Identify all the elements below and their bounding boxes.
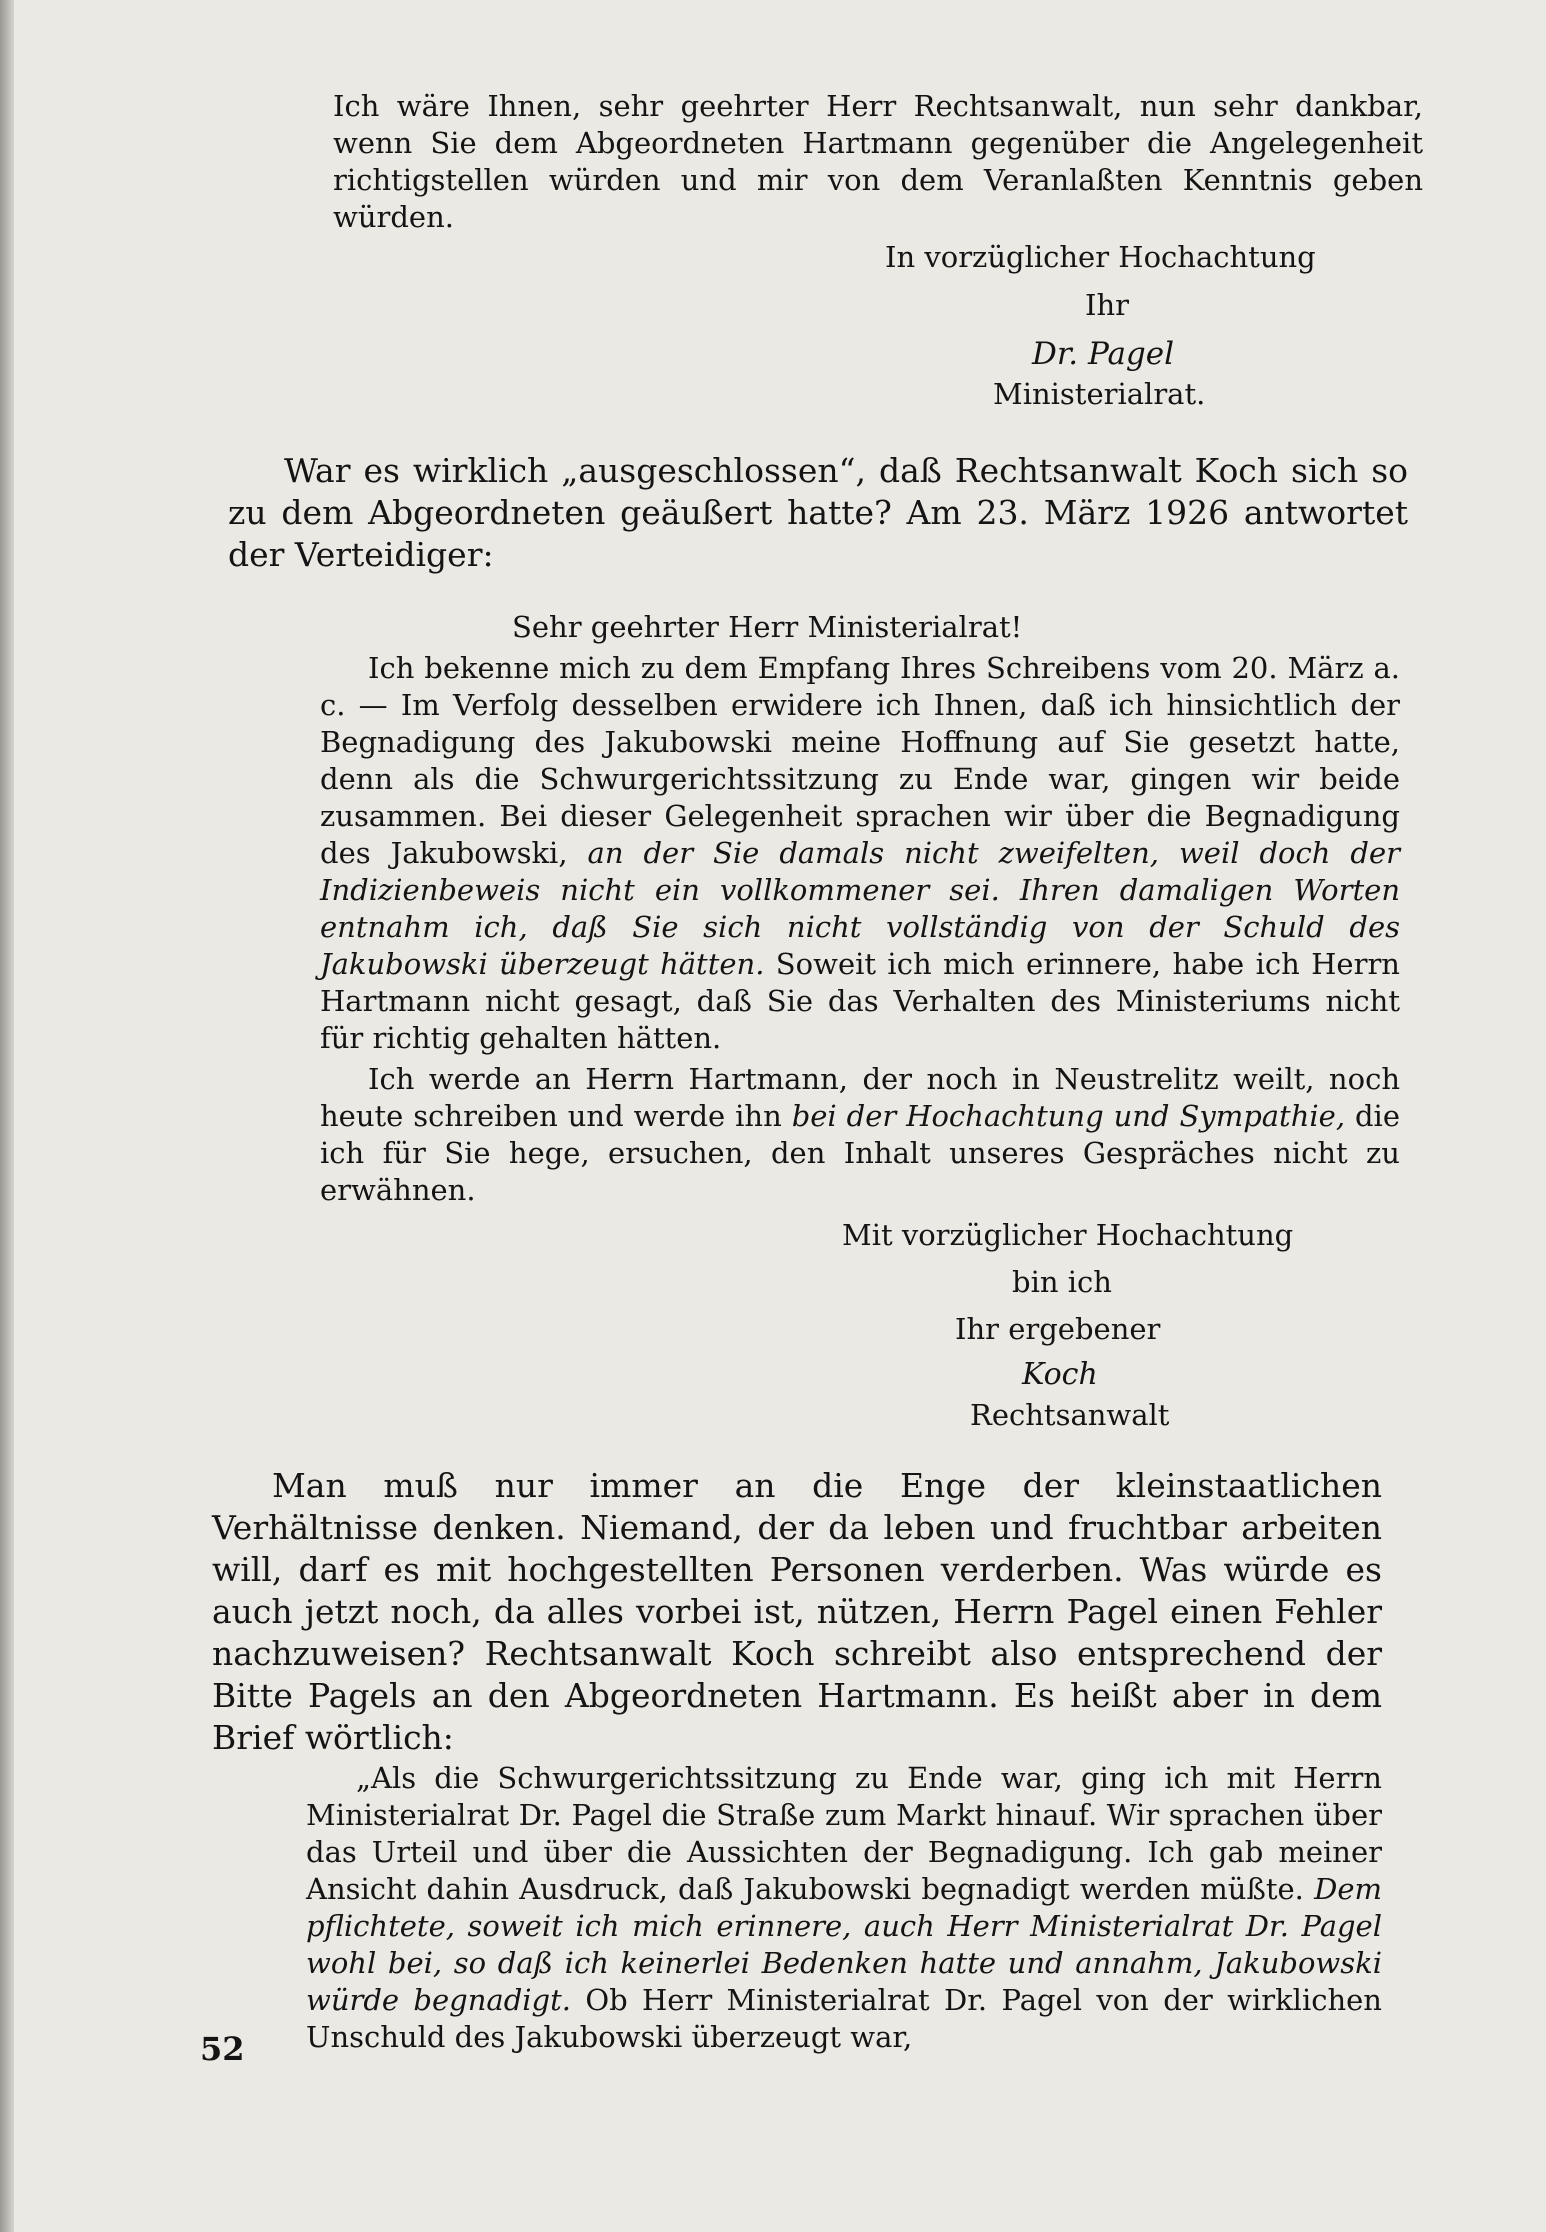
narrative-paragraph-2: [212, 1465, 1382, 1759]
letter-pagel-closing: In vorzüglicher Hochachtung: [885, 240, 1316, 274]
letter-koch-p1-italic: an der Sie damals nicht zweifelten, weil doch der Indizienbeweis nicht ein vollkommener sei. Ihren damaligen Worten entnahm ich, daß Sie sich nicht vollständig von der Schuld des Jakubowski überzeugt hätten.: [320, 836, 1400, 981]
page-spine-edge: [0, 0, 14, 2232]
letter-pagel-closing-ihr: Ihr: [1085, 288, 1129, 322]
letter-koch-body: [320, 650, 1400, 1209]
quote-end: Ob Herr Ministerialrat Dr. Pagel von der wirklichen Unschuld des Jakubowski überzeugt war,: [306, 1983, 1382, 2054]
letter-koch-paragraph-2: [320, 1061, 1400, 1209]
letter-koch-p2-start: Ich werde an Herrn Hartmann, der noch in Neustrelitz weilt, noch heute schreiben und werde ihn: [320, 1062, 1400, 1133]
letter-pagel-body: [333, 88, 1423, 236]
letter-koch-closing: Mit vorzüglicher Hochachtung: [842, 1218, 1294, 1252]
letter-koch-salutation: Sehr geehrter Herr Ministerialrat!: [512, 610, 1023, 644]
quote-italic: Dem pflichtete, soweit ich mich erinnere, auch Herr Ministerialrat Dr. Pagel wohl bei, so daß ich keinerlei Bedenken hatte und annahm, Jakubowski würde begnadigt.: [306, 1872, 1382, 2017]
quoted-letter-text: [306, 1760, 1382, 2056]
narrative-text-2: Man muß nur immer an die Enge der kleinstaatlichen Verhältnisse denken. Niemand, der da leben und fruchtbar arbeiten will, darf es mit hochgestellten Personen verderben. Was würde es auch jetzt noch, da alles vorbei ist, nützen, Herrn Pagel einen Fehler nachzuweisen? Rechtsanwalt Koch schreibt also entsprechend der Bitte Pagels an den Abgeordneten Hartmann. Es heißt aber in dem Brief wörtlich:: [212, 1466, 1382, 1757]
letter-pagel-text: Ich wäre Ihnen, sehr geehrter Herr Rechtsanwalt, nun sehr dankbar, wenn Sie dem Abgeordneten Hartmann gegenüber die Angelegenheit richtigstellen würden und mir von dem Veranlaßten Kenntnis geben würden.: [333, 89, 1423, 234]
letter-koch-closing-ihr-ergebener: Ihr ergebener: [955, 1312, 1161, 1346]
letter-koch-signature: Koch: [1022, 1357, 1098, 1392]
letter-koch-p2-italic: bei der Hochachtung und Sympathie,: [791, 1099, 1346, 1133]
letter-koch-p2-end: die ich für Sie hege, ersuchen, den Inhalt unseres Gespräches nicht zu erwähnen.: [320, 1099, 1400, 1207]
letter-pagel-signature: Dr. Pagel: [1032, 336, 1175, 372]
quoted-letter: [306, 1760, 1382, 2056]
page-number: 52: [200, 2030, 245, 2068]
narrative-paragraph-1: [228, 450, 1408, 576]
letter-koch-title: Rechtsanwalt: [970, 1398, 1170, 1432]
letter-koch-p1-end: Soweit ich mich erinnere, habe ich Herrn Hartmann nicht gesagt, daß Sie das Verhalten des Ministeriums nicht für richtig gehalten hätten.: [320, 947, 1400, 1055]
quote-start: „Als die Schwurgerichtssitzung zu Ende war, ging ich mit Herrn Ministerialrat Dr. Pagel die Straße zum Markt hinauf. Wir sprachen über das Urteil und über die Aussichten der Begnadigung. Ich gab meiner Ansicht dahin Ausdruck, daß Jakubowski begnadigt werden müßte.: [306, 1761, 1382, 1906]
letter-koch-p1-start: Ich bekenne mich zu dem Empfang Ihres Schreibens vom 20. März a. c. — Im Verfolg desselben erwidere ich Ihnen, daß ich hinsichtlich der Begnadigung des Jakubowski meine Hoffnung auf Sie gesetzt hatte, denn als die Schwurgerichtssitzung zu Ende war, gingen wir beide zusammen. Bei dieser Gelegenheit sprachen wir über die Begnadigung des Jakubowski,: [320, 651, 1400, 870]
letter-pagel-title: Ministerialrat.: [993, 377, 1206, 411]
narrative-text-1: War es wirklich „ausgeschlossen“, daß Rechtsanwalt Koch sich so zu dem Abgeordneten geäußert hatte? Am 23. März 1926 antwortet der Verteidiger:: [228, 451, 1408, 574]
letter-koch-paragraph-1: [320, 650, 1400, 1057]
letter-koch-closing-bin-ich: bin ich: [1012, 1265, 1112, 1299]
